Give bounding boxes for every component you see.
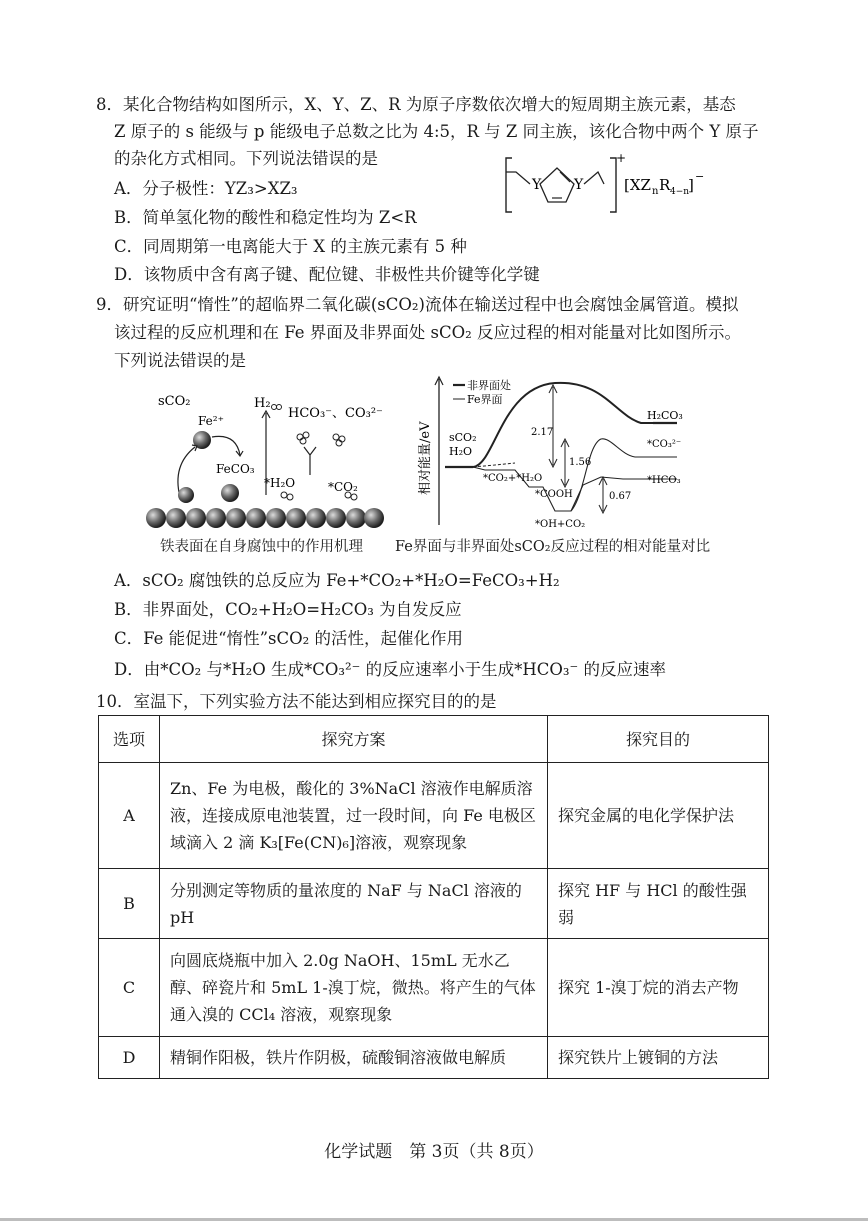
q9-option-b: B．非界面处，CO₂+H₂O=H₂CO₃ 为自发反应 [114,600,462,619]
anion-charge: − [695,170,705,183]
anion-sub: 4−n [670,187,690,197]
anion-end: ] [688,176,694,194]
row-a-option: A [99,763,160,869]
mechanism-caption: 铁表面在自身腐蚀中的作用机理 [160,539,363,555]
q9-stem-line-2: 该过程的反应机理和在 Fe 界面及非界面处 sCO₂ 反应过程的相对能量对比如图所示。 [114,323,742,342]
legend-fe: Fe界面 [467,393,503,406]
label-fe2: Fe²⁺ [198,414,224,428]
row-b-goal: 探究 HF 与 HCl 的酸性强弱 [548,869,769,939]
table-row [99,939,769,1037]
start-label-h2o: H₂O [449,445,473,458]
label-sco2: sCO₂ [158,394,191,409]
label-co2h2o: *CO₂+*H₂O [483,473,543,484]
label-h2o: *H₂O [264,476,296,490]
row-d-plan: 精铜作阳极，铁片作阴极，硫酸铜溶液做电解质 [160,1037,548,1079]
q9-option-c: C．Fe 能促进“惰性”sCO₂ 的活性，起催化作用 [114,629,464,648]
page-footer: 化学试题 第 3页（共 8页） [324,1142,544,1162]
label-h2co3: H₂CO₃ [647,409,683,422]
table-row [99,869,769,939]
row-c-option: C [99,939,160,1037]
table-row [99,763,769,869]
label-ohco2: *OH+CO₂ [535,519,586,530]
anion-n: n [652,186,659,197]
table-row [99,1037,769,1079]
row-c-goal: 探究 1-溴丁烷的消去产物 [548,939,769,1037]
ring-atom-y-right: Y [574,177,584,193]
anion-formula: [XZ [624,176,651,194]
energy-caption: Fe界面与非界面处sCO₂反应过程的相对能量对比 [395,539,711,555]
q9-option-d: D．由*CO₂ 与*H₂O 生成*CO₃²⁻ 的反应速率小于生成*HCO₃⁻ 的反应速率 [114,660,666,679]
gap-156: 1.56 [569,457,592,468]
gap-067: 0.67 [609,491,632,502]
label-co2: *CO₂ [328,480,358,494]
energy-ylabel: 相对能量/eV [418,421,433,495]
start-label-sco2: sCO₂ [449,431,477,444]
bottom-rule [0,1218,868,1221]
gap-217: 2.17 [531,427,554,438]
row-d-option: D [99,1037,160,1079]
q8-structure-figure [500,150,730,220]
row-a-goal: 探究金属的电化学保护法 [548,763,769,869]
label-ions: HCO₃⁻、CO₃²⁻ [288,406,383,421]
q8-stem-line-3: 的杂化方式相同。下列说法错误的是 [114,149,378,168]
row-a-plan: Zn、Fe 为电极，酸化的 3%NaCl 溶液作电解质溶液，连接成原电池装置，过一段时间，向 Fe 电极区域滴入 2 滴 K₃[Fe(CN)₆]溶液，观察现象 [160,763,548,869]
q10-stem: 10．室温下，下列实验方法不能达到相应探究目的的是 [96,692,497,711]
q8-option-a: A．分子极性：YZ₃>XZ₃ [114,179,298,198]
row-b-plan: 分别测定等物质的量浓度的 NaF 与 NaCl 溶液的 pH [160,869,548,939]
label-h2: H₂ [254,396,271,411]
label-co3: *CO₃²⁻ [647,439,682,450]
row-b-option: B [99,869,160,939]
label-hco3: *HCO₃ [647,475,681,486]
q8-option-d: D．该物质中含有离子键、配位键、非极性共价键等化学键 [114,265,540,284]
row-c-plan: 向圆底烧瓶中加入 2.0g NaOH、15mL 无水乙醇、碎瓷片和 5mL 1-溴丁烷，微热。将产生的气体通入溴的 CCl₄ 溶液，观察现象 [160,939,548,1037]
anion-r: R [659,176,671,194]
q8-stem-line-1: 8．某化合物结构如图所示，X、Y、Z、R 为原子序数依次增大的短周期主族元素，基态 [96,95,736,114]
row-d-goal: 探究铁片上镀铜的方法 [548,1037,769,1079]
label-feco3: FeCO₃ [216,462,255,476]
cation-charge: + [616,151,627,165]
q9-stem-line-3: 下列说法错误的是 [114,351,246,370]
q8-option-b: B．简单氢化物的酸性和稳定性均为 Z<R [114,208,417,227]
ring-atom-y-left: Y [532,177,542,193]
q9-stem-line-1: 9．研究证明“惰性”的超临界二氧化碳(sCO₂)流体在输送过程中也会腐蚀金属管道。模拟 [96,295,739,314]
q9-option-a: A．sCO₂ 腐蚀铁的总反应为 Fe+*CO₂+*H₂O=FeCO₃+H₂ [114,571,560,590]
header-goal: 探究目的 [548,716,769,763]
q8-stem-line-2: Z 原子的 s 能级与 p 能级电子总数之比为 4:5，R 与 Z 同主族，该化合物中两个 Y 原子 [114,122,759,141]
legend-nonfe: 非界面处 [467,379,511,392]
header-option: 选项 [99,716,160,763]
q9-energy-diagram [415,375,725,535]
q8-option-c: C．同周期第一电离能大于 X 的主族元素有 5 种 [114,237,467,256]
header-plan: 探究方案 [160,716,548,763]
q9-mechanism-figure [140,385,385,533]
table-header-row [99,716,769,763]
label-cooh: *COOH [535,489,573,500]
q10-table [98,715,769,1079]
